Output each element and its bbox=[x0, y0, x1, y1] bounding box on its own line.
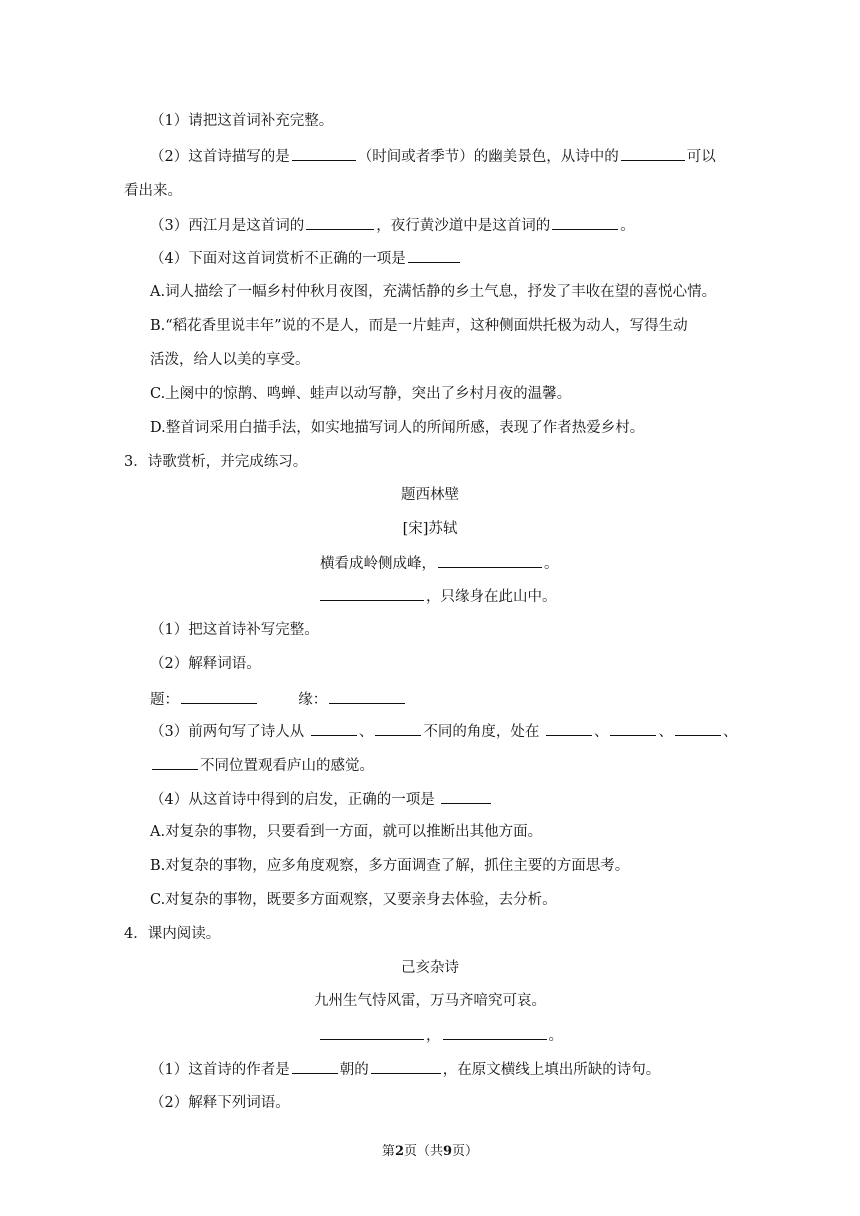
q2-option-a: A.词人描绘了一幅乡村仲秋月夜图，充满恬静的乡土气息，抒发了丰收在望的喜悦心情。 bbox=[150, 284, 717, 300]
q2-option-c: C.上阕中的惊鹊、鸣蝉、蛙声以动写静，突出了乡村月夜的温馨。 bbox=[150, 386, 572, 402]
q4-part1 bbox=[150, 1059, 860, 1080]
q2-option-b-cont: 活泼，给人以美的享受。 bbox=[150, 352, 310, 368]
q2-option-d: D.整首词采用白描手法，如实地描写词人的所闻所感，表现了作者热爱乡村。 bbox=[150, 420, 645, 436]
q3-part1: （1）把这首诗补写完整。 bbox=[150, 622, 319, 638]
q3-header: 3．诗歌赏析，并完成练习。 bbox=[124, 454, 308, 470]
answer-blank[interactable] bbox=[292, 1059, 338, 1074]
q3-poem-line1-text: 横看成岭侧成峰， bbox=[320, 556, 436, 572]
q3-poem-line2 bbox=[318, 586, 860, 607]
answer-blank[interactable] bbox=[371, 1059, 441, 1074]
footer-page-number: 2 bbox=[394, 1144, 404, 1159]
q4-part1-text-a: （1）这首诗的作者是 bbox=[150, 1062, 290, 1078]
answer-blank[interactable] bbox=[546, 721, 592, 736]
q3-part3-text-b: 不同的角度，处在 bbox=[423, 724, 540, 740]
q2-part2-text-b: （时间或者季节）的幽美景色，从诗中的 bbox=[357, 149, 619, 165]
q3-poem-line1-end: 。 bbox=[544, 556, 559, 572]
answer-blank[interactable] bbox=[181, 689, 257, 704]
footer-suffix: 页） bbox=[452, 1144, 479, 1159]
q3-sep: 、 bbox=[722, 724, 738, 740]
answer-blank[interactable] bbox=[441, 789, 491, 804]
q3-option-a: A.对复杂的事物，只要看到一方面，就可以推断出其他方面。 bbox=[150, 824, 543, 840]
q2-part3-text-b: ，夜行黄沙道中是这首词的 bbox=[376, 218, 551, 234]
q2-option-b: B.“稻花香里说丰年”说的不是人，而是一片蛙声，这种侧面烘托极为动人，写得生动 bbox=[150, 318, 688, 334]
q4-poem-line1: 九州生气恃风雷，万马齐喑究可哀。 bbox=[314, 993, 546, 1009]
q3-poem-line2-text: ，只缘身在此山中。 bbox=[426, 589, 557, 605]
answer-blank[interactable] bbox=[329, 689, 405, 704]
q2-part2 bbox=[150, 146, 860, 167]
q3-option-b: B.对复杂的事物，应多角度观察，多方面调查了解，抓住主要的方面思考。 bbox=[150, 858, 630, 874]
answer-blank[interactable] bbox=[621, 146, 685, 161]
q3-part3-text-a: （3）前两句写了诗人从 bbox=[150, 724, 305, 740]
q3-poem-line1 bbox=[320, 553, 860, 574]
q4-part1-text-c: ，在原文横线上填出所缺的诗句。 bbox=[442, 1062, 661, 1078]
q4-sep: ， bbox=[426, 1028, 441, 1044]
q2-part4-text: （4）下面对这首词赏析不正确的一项是 bbox=[150, 251, 406, 267]
q3-word-defs bbox=[150, 689, 860, 710]
answer-blank[interactable] bbox=[320, 1025, 424, 1040]
q2-part2-cont: 看出来。 bbox=[124, 183, 182, 199]
q2-part1: （1）请把这首词补充完整。 bbox=[150, 113, 334, 129]
q3-yuan-label: 缘： bbox=[298, 692, 328, 708]
q4-part1-text-b: 朝的 bbox=[339, 1062, 369, 1078]
q3-ti-label: 题： bbox=[150, 692, 179, 708]
answer-blank[interactable] bbox=[552, 215, 618, 230]
q3-sep: 、 bbox=[593, 724, 609, 740]
q4-poem-title: 己亥杂诗 bbox=[401, 960, 459, 976]
footer-prefix: 第 bbox=[381, 1144, 395, 1159]
q3-part4-text: （4）从这首诗中得到的启发，正确的一项是 bbox=[150, 792, 435, 808]
q3-part4 bbox=[150, 789, 860, 810]
q4-header: 4．课内阅读。 bbox=[124, 926, 221, 942]
q3-poem-title: 题西林壁 bbox=[401, 487, 459, 503]
q3-part2: （2）解释词语。 bbox=[150, 656, 261, 672]
answer-blank[interactable] bbox=[675, 721, 721, 736]
q3-sep: 、 bbox=[358, 724, 374, 740]
q2-part4 bbox=[150, 248, 860, 269]
answer-blank[interactable] bbox=[443, 1025, 547, 1040]
q4-part2: （2）解释下列词语。 bbox=[150, 1095, 290, 1111]
answer-blank[interactable] bbox=[610, 721, 656, 736]
q3-part3 bbox=[150, 721, 860, 742]
q4-end: 。 bbox=[548, 1028, 563, 1044]
answer-blank[interactable] bbox=[152, 755, 198, 770]
answer-blank[interactable] bbox=[408, 248, 460, 263]
answer-blank[interactable] bbox=[375, 721, 421, 736]
answer-blank[interactable] bbox=[306, 215, 374, 230]
page-footer bbox=[0, 1140, 860, 1159]
q2-part3-text-a: （3）西江月是这首词的 bbox=[150, 218, 305, 234]
q3-sep: 、 bbox=[658, 724, 673, 740]
q3-option-c: C.对复杂的事物，既要多方面观察，又要亲身去体验，去分析。 bbox=[150, 892, 557, 908]
answer-blank[interactable] bbox=[311, 721, 357, 736]
q3-part3-cont bbox=[150, 755, 860, 776]
q2-part3 bbox=[150, 215, 860, 236]
answer-blank[interactable] bbox=[292, 146, 356, 161]
footer-total-pages: 9 bbox=[443, 1144, 453, 1159]
footer-mid: 页（共 bbox=[403, 1144, 443, 1159]
q2-part3-text-c: 。 bbox=[620, 218, 635, 234]
q2-part2-text-a: （2）这首诗描写的是 bbox=[150, 149, 290, 165]
q4-poem-line2 bbox=[318, 1025, 860, 1046]
q3-poem-author: [宋]苏轼 bbox=[402, 521, 458, 537]
answer-blank[interactable] bbox=[438, 553, 542, 568]
q3-part3-text-c: 不同位置观看庐山的感觉。 bbox=[200, 758, 374, 774]
q2-part2-text-c: 可以 bbox=[686, 149, 716, 165]
answer-blank[interactable] bbox=[320, 586, 424, 601]
